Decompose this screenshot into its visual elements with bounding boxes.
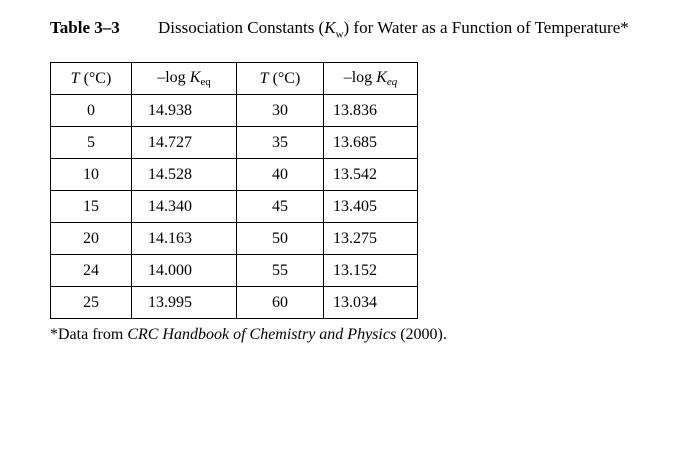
temperature-right-cell: 45 [237,191,324,223]
temperature-right-cell: 50 [237,223,324,255]
logk-left-cell: 14.938 [132,95,237,127]
temperature-right-cell: 35 [237,127,324,159]
header-logk-left: –log $K_{eq}$ [132,63,237,95]
table-body [51,95,418,319]
title-suffix: ) for Water as a Function of Temperature* [343,18,629,37]
logk-left-cell: 14.727 [132,127,237,159]
table-row [51,95,418,127]
logk-left-cell: 14.528 [132,159,237,191]
temperature-left-cell: 20 [51,223,132,255]
temperature-right-cell: 60 [237,287,324,319]
header-logk-right: –log $K_{eq}$ [324,63,418,95]
table-label: Table 3–3 [50,18,120,37]
temperature-right-cell: 55 [237,255,324,287]
title-symbol: K [324,18,336,37]
logk-right-cell: 13.275 [324,223,418,255]
logk-left-cell: 13.995 [132,287,237,319]
logk-right-cell: 13.405 [324,191,418,223]
header-temperature-right: T (°C) [237,63,324,95]
temperature-left-cell: 15 [51,191,132,223]
footnote: *Data from CRC Handbook of Chemistry and Physics (2000). [50,326,447,343]
logk-right-cell: 13.836 [324,95,418,127]
table-row [51,287,418,319]
table-row [51,191,418,223]
table-row [51,223,418,255]
temperature-left-cell: 10 [51,159,132,191]
temperature-right-cell: 40 [237,159,324,191]
table-row [51,159,418,191]
header-temperature-left: T (°C) [51,63,132,95]
logk-left-cell: 14.340 [132,191,237,223]
table-row [51,127,418,159]
logk-right-cell: 13.685 [324,127,418,159]
logk-left-cell: 14.163 [132,223,237,255]
table-caption [50,18,629,40]
temperature-left-cell: 0 [51,95,132,127]
logk-right-cell: 13.542 [324,159,418,191]
temperature-left-cell: 5 [51,127,132,159]
logk-right-cell: 13.034 [324,287,418,319]
title-subscript: w [335,28,344,41]
header-row [51,63,418,95]
dissociation-constants-table [50,62,418,319]
title-prefix: Dissociation Constants ( [158,18,325,37]
footnote-source: CRC Handbook of Chemistry and Physics [127,326,397,343]
temperature-right-cell: 30 [237,95,324,127]
logk-left-cell: 14.000 [132,255,237,287]
table-row [51,255,418,287]
table-title [158,18,629,41]
temperature-left-cell: 25 [51,287,132,319]
logk-right-cell: 13.152 [324,255,418,287]
temperature-left-cell: 24 [51,255,132,287]
